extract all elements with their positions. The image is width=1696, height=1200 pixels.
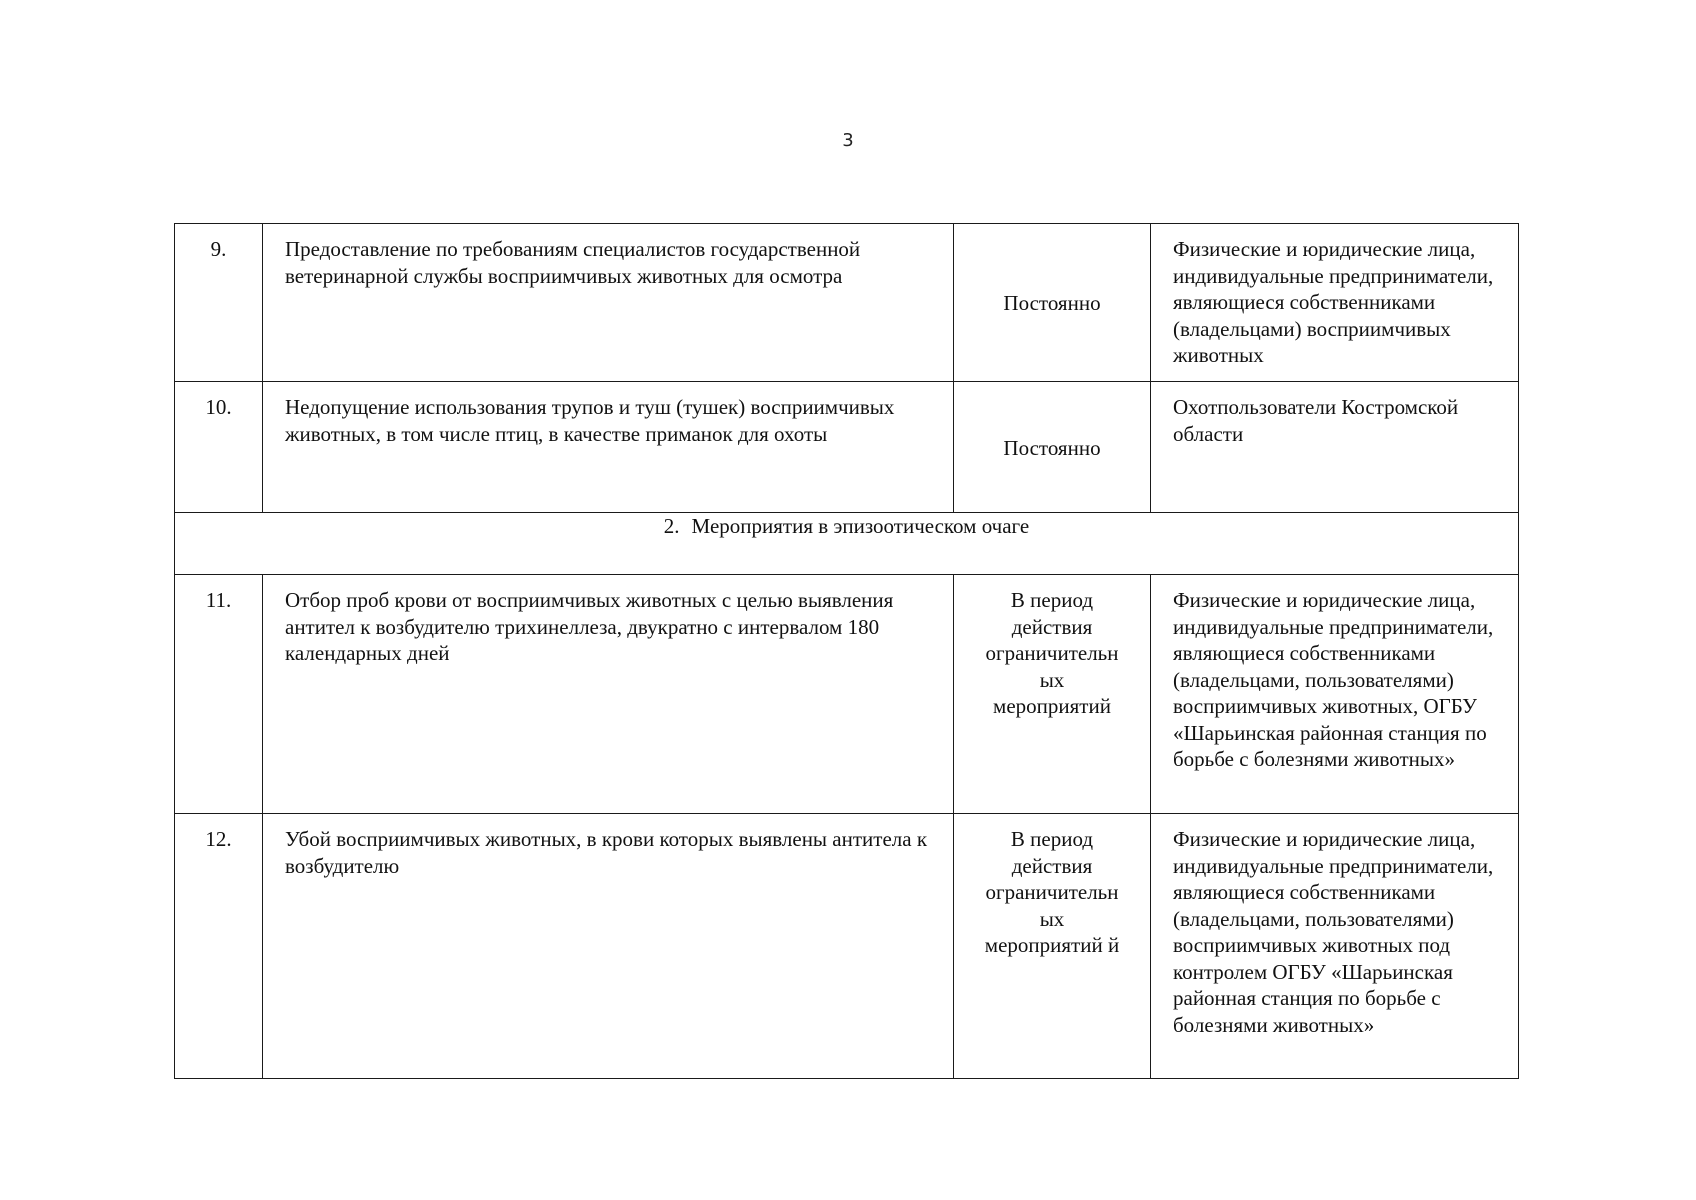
period-line: мероприятий: [993, 694, 1111, 718]
period-line: ых: [1039, 906, 1065, 931]
row-number: 9.: [175, 224, 263, 382]
action-cell: Недопущение использования трупов и туш (тушек) восприимчивых животных, в том числе птиц, в качестве приманок для охоты: [263, 382, 954, 513]
table-row: [175, 575, 1519, 814]
period-line: ограничительн: [985, 880, 1119, 904]
period-cell: [954, 814, 1151, 1079]
period-line: ограничительн: [985, 641, 1119, 665]
action-cell: Убой восприимчивых животных, в крови которых выявлены антитела к возбудителю: [263, 814, 954, 1079]
period-line: мероприятий й: [984, 933, 1120, 957]
responsible-cell: Охотпользователи Костромской области: [1151, 382, 1519, 513]
period-cell: Постоянно: [954, 224, 1151, 382]
row-number: 11.: [175, 575, 263, 814]
table-row: [175, 224, 1519, 382]
action-cell: Отбор проб крови от восприимчивых животных с целью выявления антител к возбудителю трихинеллеза, двукратно с интервалом 180 календарных дней: [263, 575, 954, 814]
section-heading: [175, 513, 1519, 575]
period-line: действия: [1011, 853, 1093, 878]
row-number: 10.: [175, 382, 263, 513]
section-number: 2.: [663, 514, 680, 538]
responsible-cell: Физические и юридические лица, индивидуальные предприниматели, являющиеся собственниками (владельцами, пользователями) восприимчивых животных, ОГБУ «Шарьинская районная станция по борьбе с болезнями животных»: [1151, 575, 1519, 814]
table-row: [175, 814, 1519, 1079]
period-cell: Постоянно: [954, 382, 1151, 513]
action-cell: Предоставление по требованиям специалистов государственной ветеринарной службы восприимчивых животных для осмотра: [263, 224, 954, 382]
period-cell: [954, 575, 1151, 814]
row-number: 12.: [175, 814, 263, 1079]
section-title: Мероприятия в эпизоотическом очаге: [691, 514, 1030, 538]
period-line: ых: [1039, 667, 1065, 692]
period-line: В период: [1010, 827, 1094, 851]
responsible-cell: Физические и юридические лица, индивидуальные предприниматели, являющиеся собственниками (владельцами, пользователями) восприимчивых животных под контролем ОГБУ «Шарьинская районная станция по борьбе с болезнями животных»: [1151, 814, 1519, 1079]
period-line: действия: [1011, 614, 1093, 639]
section-row: [175, 513, 1519, 575]
page-number: 3: [842, 130, 854, 151]
measures-table: [174, 223, 1519, 1079]
responsible-cell: Физические и юридические лица, индивидуальные предприниматели, являющиеся собственниками (владельцами) восприимчивых животных: [1151, 224, 1519, 382]
table-row: [175, 382, 1519, 513]
period-line: В период: [1010, 588, 1094, 612]
